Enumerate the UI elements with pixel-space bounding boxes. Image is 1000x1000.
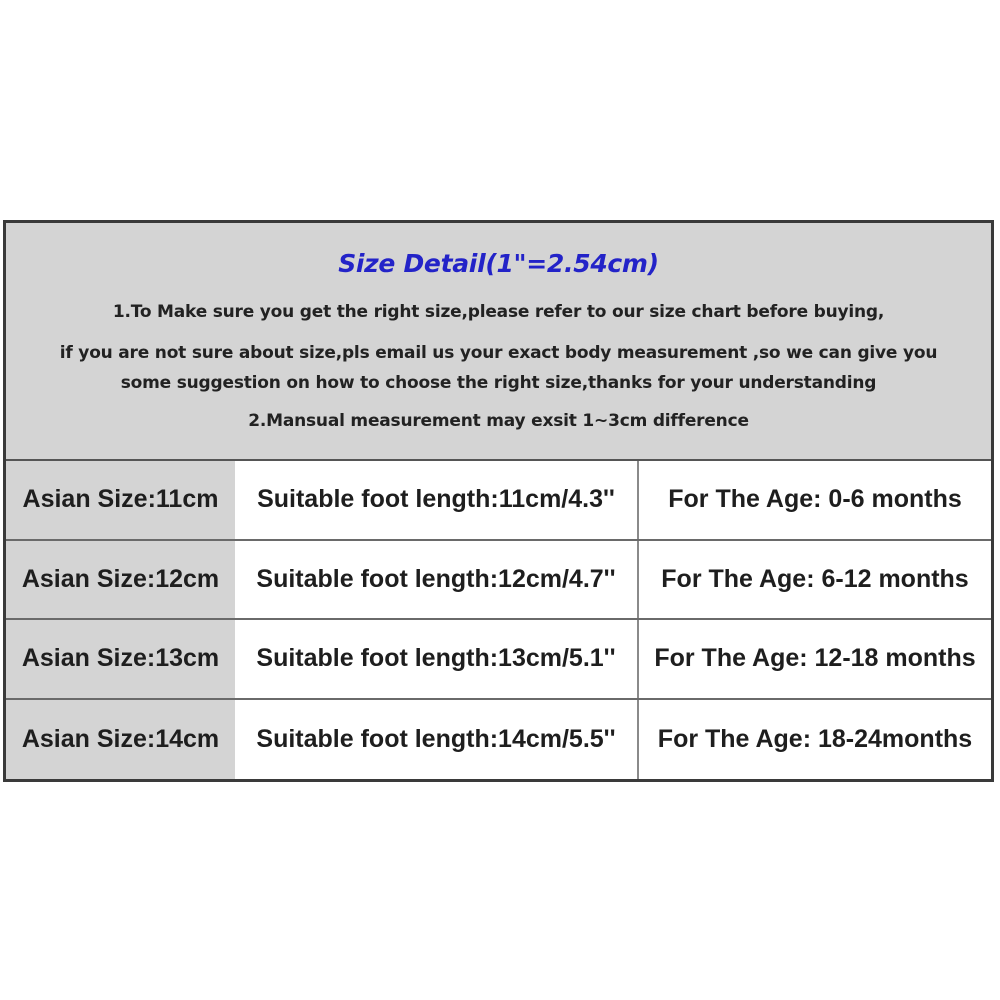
foot-length-cell: Suitable foot length:12cm/4.7'' bbox=[235, 541, 639, 619]
asian-size-cell: Asian Size:12cm bbox=[6, 541, 235, 619]
age-range-cell: For The Age: 12-18 months bbox=[639, 620, 991, 698]
foot-length-cell: Suitable foot length:14cm/5.5'' bbox=[235, 700, 639, 780]
table-row bbox=[6, 541, 991, 621]
asian-size-cell: Asian Size:13cm bbox=[6, 620, 235, 698]
age-range-cell: For The Age: 0-6 months bbox=[639, 461, 991, 539]
age-range-cell: For The Age: 6-12 months bbox=[639, 541, 991, 619]
size-note-1: 1.To Make sure you get the right size,please refer to our size chart before buying, bbox=[112, 302, 885, 322]
table-row bbox=[6, 620, 991, 700]
asian-size-cell: Asian Size:14cm bbox=[6, 700, 235, 780]
table-row bbox=[6, 700, 991, 780]
size-rows bbox=[6, 461, 991, 779]
asian-size-cell: Asian Size:11cm bbox=[6, 461, 235, 539]
age-range-cell: For The Age: 18-24months bbox=[639, 700, 991, 780]
size-chart-title: Size Detail(1"=2.54cm) bbox=[338, 249, 659, 278]
foot-length-cell: Suitable foot length:11cm/4.3'' bbox=[235, 461, 639, 539]
foot-length-cell: Suitable foot length:13cm/5.1'' bbox=[235, 620, 639, 698]
size-note-contact-line-1: if you are not sure about size,pls email us your exact body measurement ,so we can give you bbox=[59, 343, 938, 363]
table-row bbox=[6, 461, 991, 541]
size-chart-table bbox=[3, 220, 994, 782]
size-chart-header bbox=[6, 223, 991, 461]
size-note-contact-line-2: some suggestion on how to choose the right size,thanks for your understanding bbox=[120, 373, 877, 393]
size-note-2: 2.Mansual measurement may exsit 1~3cm difference bbox=[248, 411, 749, 431]
